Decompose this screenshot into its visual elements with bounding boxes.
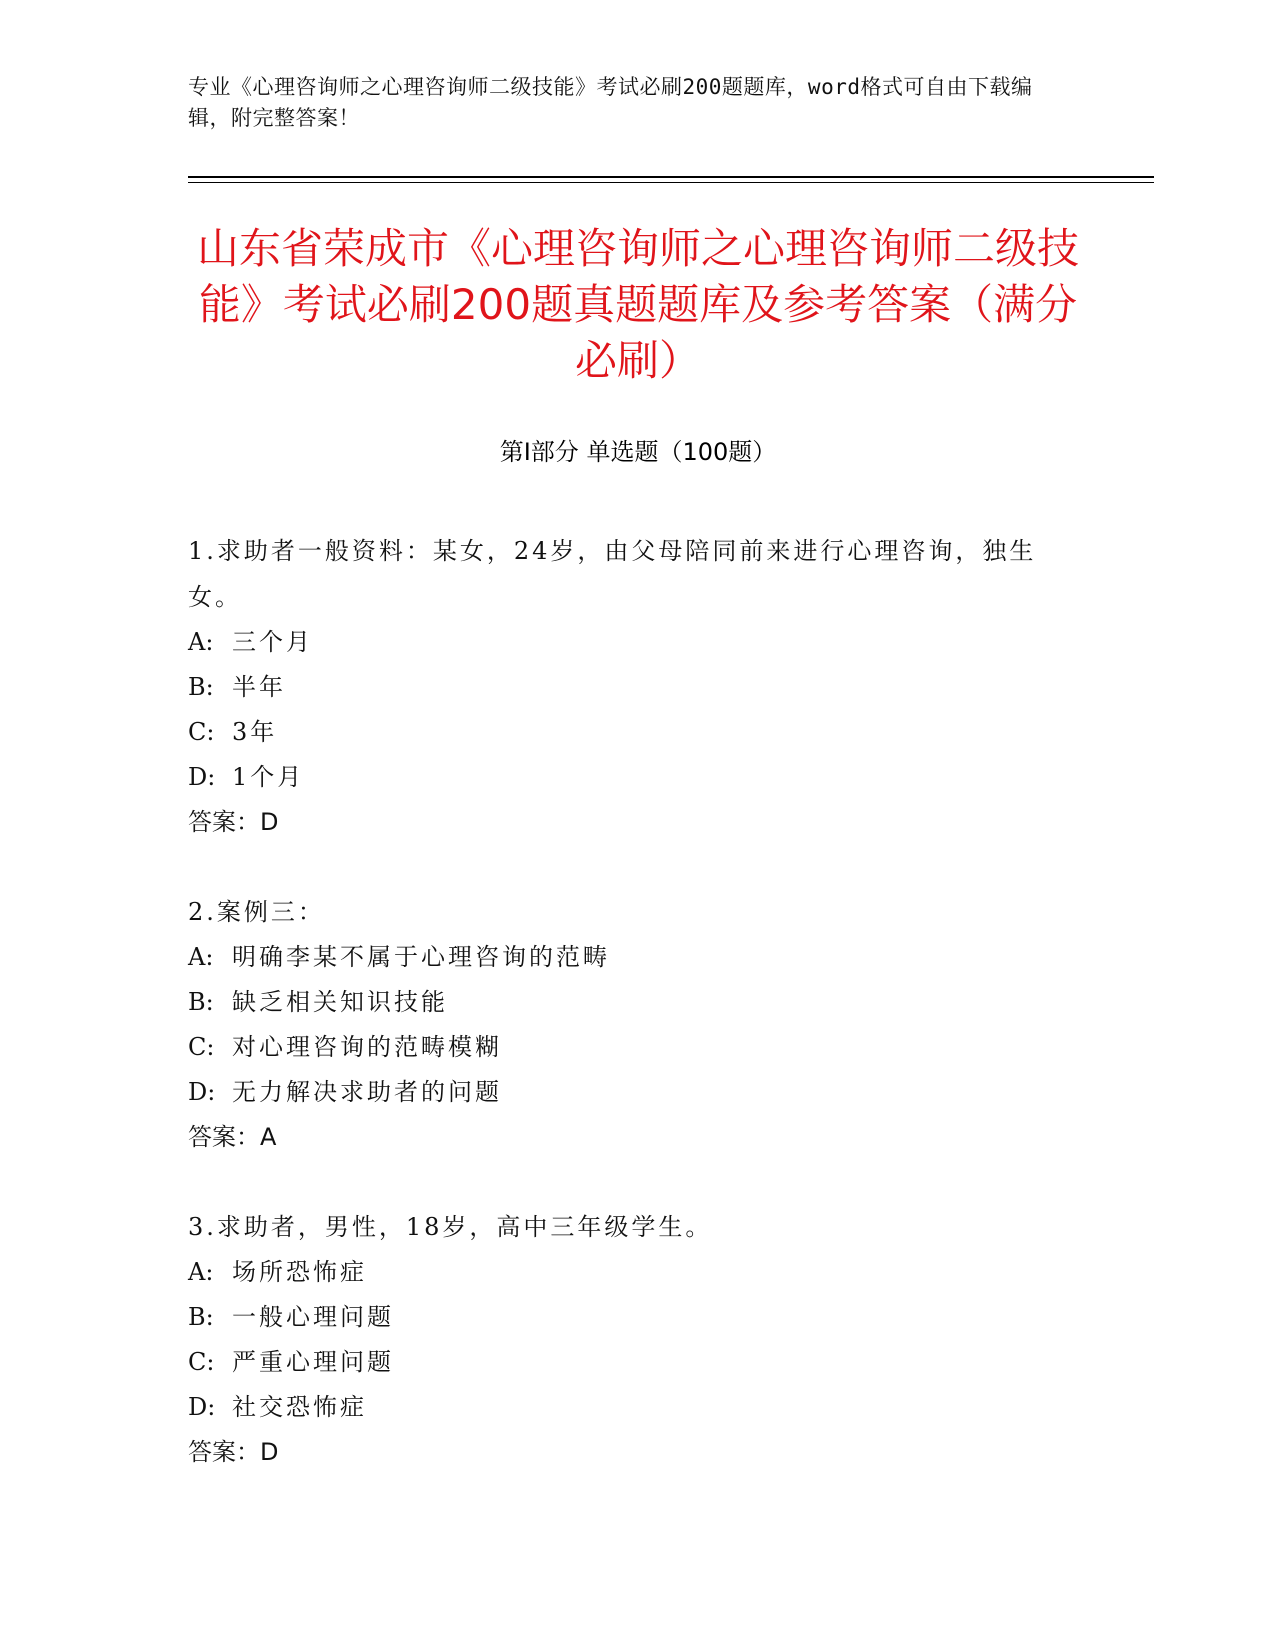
question-stem: 2.案例三： bbox=[188, 898, 325, 926]
option-text: 缺乏相关知识技能 bbox=[232, 988, 448, 1016]
option-c bbox=[188, 1340, 1068, 1385]
section-title: 第Ⅰ部分 单选题（100题） bbox=[499, 438, 777, 466]
option-key: C: bbox=[188, 1348, 215, 1376]
option-key: A: bbox=[188, 628, 214, 656]
option-text: 一般心理问题 bbox=[232, 1303, 394, 1331]
option-key: B: bbox=[188, 673, 214, 701]
option-a bbox=[188, 935, 1068, 980]
option-d bbox=[188, 755, 1068, 800]
option-key: A: bbox=[188, 1258, 214, 1286]
question-item bbox=[188, 889, 1068, 1160]
document-title: 山东省荣成市《心理咨询师之心理咨询师二级技能》考试必刷200题真题题库及参考答案（满分必刷） bbox=[196, 224, 1079, 385]
option-key: A: bbox=[188, 943, 214, 971]
option-text: 社交恐怖症 bbox=[232, 1393, 367, 1421]
option-c bbox=[188, 1025, 1068, 1070]
answer-line: 答案：D bbox=[188, 1438, 279, 1466]
option-text: 3年 bbox=[232, 718, 278, 746]
question-stem: 3.求助者，男性，18岁，高中三年级学生。 bbox=[188, 1213, 713, 1241]
header-note: 专业《心理咨询师之心理咨询师二级技能》考试必刷200题题库，word格式可自由下载编辑，附完整答案！ bbox=[188, 75, 1033, 130]
question-item bbox=[188, 528, 1068, 845]
option-text: 三个月 bbox=[232, 628, 313, 656]
header-rule-thick bbox=[188, 176, 1154, 178]
option-key: D: bbox=[188, 1393, 216, 1421]
option-text: 明确李某不属于心理咨询的范畴 bbox=[232, 943, 610, 971]
header-rule-thin bbox=[188, 182, 1154, 183]
option-text: 场所恐怖症 bbox=[232, 1258, 367, 1286]
option-key: C: bbox=[188, 718, 215, 746]
question-stem: 1.求助者一般资料：某女，24岁，由父母陪同前来进行心理咨询，独生女。 bbox=[188, 537, 1037, 611]
option-text: 半年 bbox=[232, 673, 286, 701]
option-key: B: bbox=[188, 1303, 214, 1331]
option-d bbox=[188, 1385, 1068, 1430]
option-key: D: bbox=[188, 763, 216, 791]
answer-line: 答案：A bbox=[188, 1123, 277, 1151]
option-b bbox=[188, 980, 1068, 1025]
option-text: 严重心理问题 bbox=[232, 1348, 394, 1376]
option-d bbox=[188, 1070, 1068, 1115]
question-list bbox=[188, 528, 1068, 1519]
option-text: 对心理咨询的范畴模糊 bbox=[232, 1033, 502, 1061]
option-text: 无力解决求助者的问题 bbox=[232, 1078, 502, 1106]
option-a bbox=[188, 1250, 1068, 1295]
question-item bbox=[188, 1204, 1068, 1475]
option-b bbox=[188, 665, 1068, 710]
option-b bbox=[188, 1295, 1068, 1340]
answer-line: 答案：D bbox=[188, 808, 279, 836]
option-c bbox=[188, 710, 1068, 755]
option-key: D: bbox=[188, 1078, 216, 1106]
option-text: 1个月 bbox=[232, 763, 305, 791]
option-key: C: bbox=[188, 1033, 215, 1061]
option-key: B: bbox=[188, 988, 214, 1016]
option-a bbox=[188, 620, 1068, 665]
